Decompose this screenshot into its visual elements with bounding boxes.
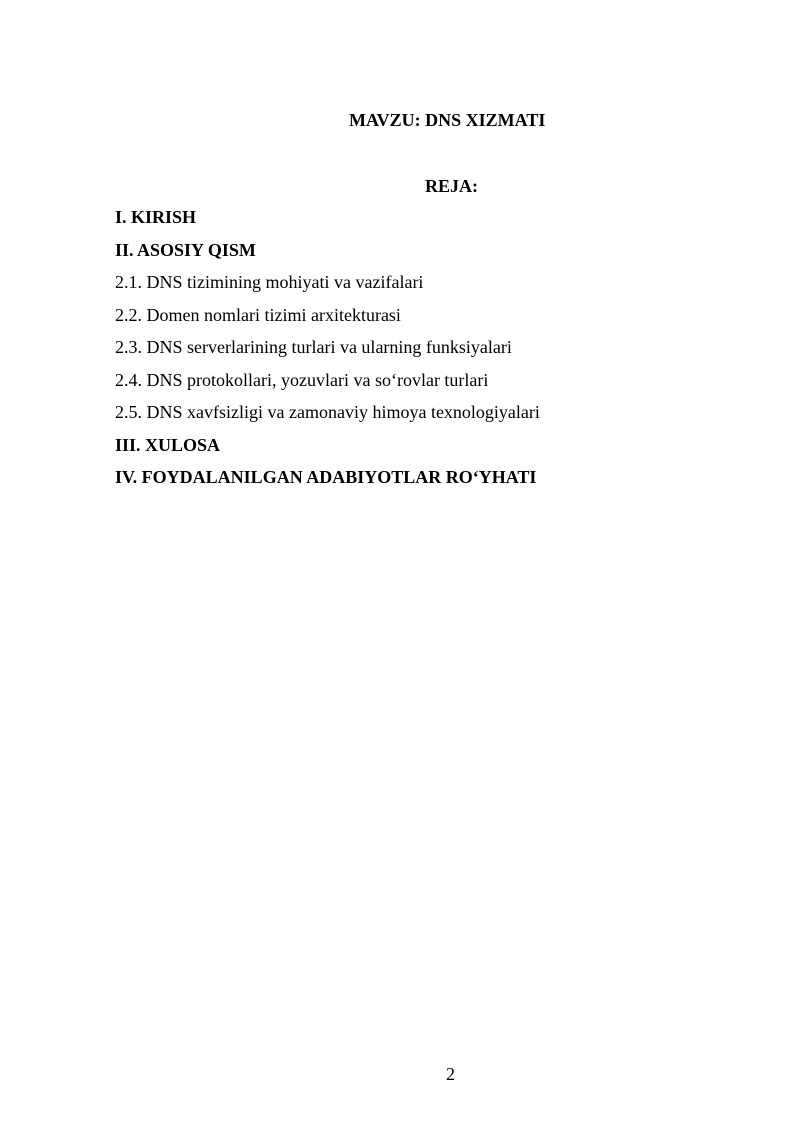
outline-item-2-2: 2.2. Domen nomlari tizimi arxitekturasi (115, 304, 401, 325)
outline-item-2-5: 2.5. DNS xavfsizligi va zamonaviy himoya texnologiyalari (115, 402, 540, 422)
outline-item-2-4: 2.4. DNS protokollari, yozuvlari va so‘rovlar turlari (115, 369, 489, 390)
outline-list (115, 206, 540, 499)
outline-item-introduction: I. KIRISH (115, 207, 197, 227)
plan-heading: REJA: (425, 176, 478, 196)
page-number: 2 (446, 1064, 455, 1084)
outline-item-2-1: 2.1. DNS tizimining mohiyati va vazifalari (115, 272, 424, 292)
outline-item-2-3: 2.3. DNS serverlarining turlari va ularning funksiyalari (115, 337, 512, 357)
outline-item-main-part: II. ASOSIY QISM (115, 239, 256, 260)
outline-item-conclusion: III. XULOSA (115, 434, 221, 455)
outline-item-references: IV. FOYDALANILGAN ADABIYOTLAR RO‘YHATI (115, 467, 537, 487)
document-title: MAVZU: DNS XIZMATI (349, 110, 546, 130)
